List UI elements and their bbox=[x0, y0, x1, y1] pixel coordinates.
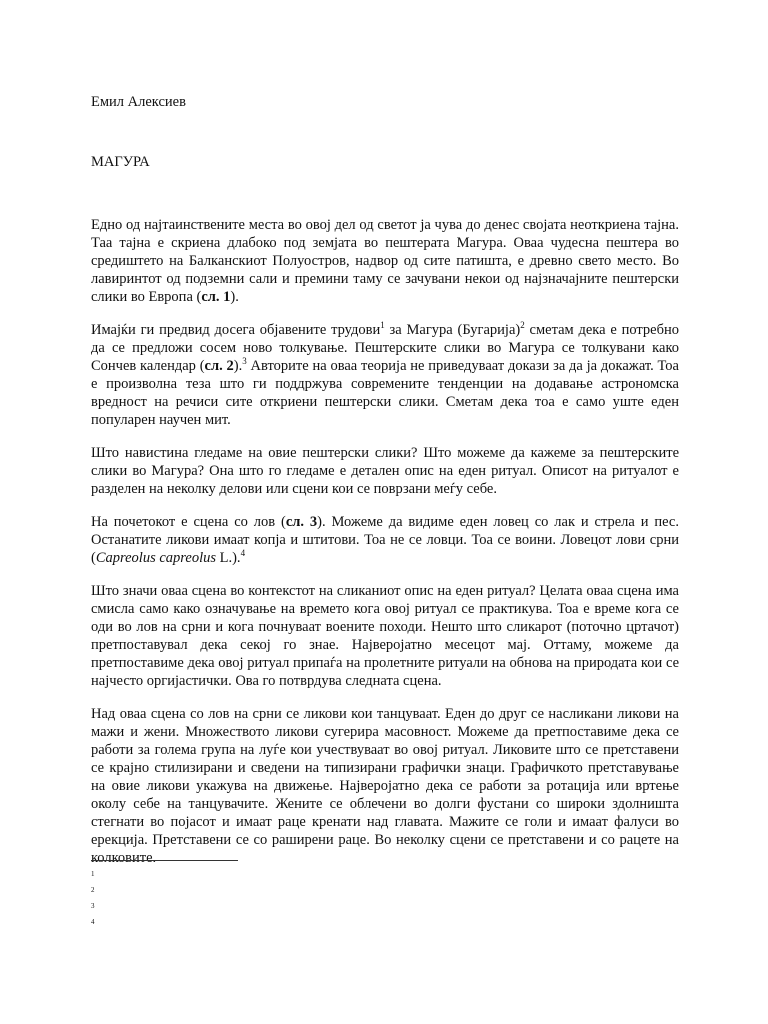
footnote-marker: 2 bbox=[91, 886, 95, 894]
paragraph-text: Имајќи ги предвид досега објавените трудови bbox=[91, 322, 381, 338]
paragraph-text: Capreolus capreolus bbox=[95, 550, 216, 566]
paragraph bbox=[91, 705, 679, 867]
paragraph-text: ). bbox=[230, 289, 239, 305]
paragraph bbox=[91, 444, 679, 498]
footnote-marker: 4 bbox=[91, 918, 95, 926]
paragraph-text: Едно од најтаинствените места во овој дел од светот ја чува до денес својата неоткриена тајна. Таа тајна е скриена длабоко под земјата во пештерата Магура. Оваа чудесна пештера во средиштето на Балканскиот Полуостров, надвор од сите патишта, е древно свето место. Во лавиринтот од подземни сали и премини таму се зачувани некои од најзначајните пештерски слики во Европа ( bbox=[91, 217, 679, 305]
paragraph bbox=[91, 216, 679, 306]
paragraph bbox=[91, 582, 679, 690]
paragraph bbox=[91, 321, 679, 429]
document-body bbox=[91, 216, 679, 882]
paragraph-text: Што значи оваа сцена во контекстот на сликаниот опис на еден ритуал? Целата оваа сцена има смисла само како означување на времето кога овој ритуал се практикува. Тоа е време кога се оди во лов на срни и кога почнуваат воените походи. Нешто што сликарот (поточно цртачот) претпоставувал дека секој го знае. Најверојатно месецот мај. Оттаму, можеме да претпоставиме дека овој ритуал припаѓа на пролетните ритуали на обнова на природата кои се најчесто оргијастички. Ова го потврдува следната сцена. bbox=[91, 583, 679, 689]
paragraph-text: Што навистина гледаме на овие пештерски слики? Што можеме да кажеме за пештерските слики во Магура? Она што го гледаме е детален опис на еден ритуал. Описот на ритуалот е разделен на неколку делови или сцени кои се поврзани меѓу себе. bbox=[91, 445, 679, 497]
paragraph-text: Авторите на оваа теорија не приведуваат докази за да ја докажат. Тоа е произволна теза што ги поддржува современите тенденции на додавање астрономска вредност на речиси сите откриени пештерски слики. Сметам дека тоа е само уште еден популарен научен мит. bbox=[91, 358, 679, 428]
footnote-ref: 2 bbox=[520, 320, 525, 331]
figure-ref: сл. 3 bbox=[285, 514, 318, 530]
paragraph-text: ). Можеме да видиме еден ловец со лак и стрела и пес. Останатите ликови имаат копја и штитови. Тоа не се ловци. Тоа се воини. Ловецот лови срни ( bbox=[91, 514, 679, 566]
paragraph-text: за Магура (Бугарија) bbox=[384, 322, 521, 338]
figure-ref: сл. 1 bbox=[201, 289, 231, 305]
paragraph-text: сметам дека е потребно да се предложи сосем ново толкување. Пештерските слики во Магура се толкувани како Сончев календар ( bbox=[91, 322, 679, 374]
paragraph-text: ). bbox=[233, 358, 243, 374]
footnote-marker: 1 bbox=[91, 870, 95, 878]
author-name: Емил Алексиев bbox=[91, 94, 186, 110]
footnote-ref: 1 bbox=[380, 320, 385, 331]
paragraph-text: На почетокот е сцена со лов ( bbox=[91, 514, 286, 530]
footnote-separator bbox=[91, 860, 238, 861]
document-title: МАГУРА bbox=[91, 154, 150, 170]
footnote-marker: 3 bbox=[91, 902, 95, 910]
paragraph-text: L.). bbox=[216, 550, 241, 566]
paragraph bbox=[91, 513, 679, 567]
footnotes bbox=[91, 866, 95, 930]
footnote-ref: 3 bbox=[242, 356, 247, 367]
paragraph-text: Над оваа сцена со лов на срни се ликови кои танцуваат. Еден до друг се насликани ликови на мажи и жени. Множеството ликови сугерира масовност. Можеме да претпоставиме дека се работи за голема група на луѓе кои учествуваат во овој ритуал. Ликовите што се претставени се крајно стилизирани и сведени на типизирани графички знаци. Графичкото претставување на овие ликови укажува на движење. Најверојатно дека се работи за ротација или вртење околу себе на танцувачите. Жените се облечени во долги фустани со широки здолништа стегнати во појасот и имаат раце кренати над главата. Мажите се голи и имаат фалуси во ерекција. Претставени се со раширени раце. Во неколку сцени се претставени и со рацете на колковите. bbox=[91, 706, 679, 866]
footnote-ref: 4 bbox=[240, 548, 246, 559]
figure-ref: сл. 2 bbox=[204, 358, 234, 374]
